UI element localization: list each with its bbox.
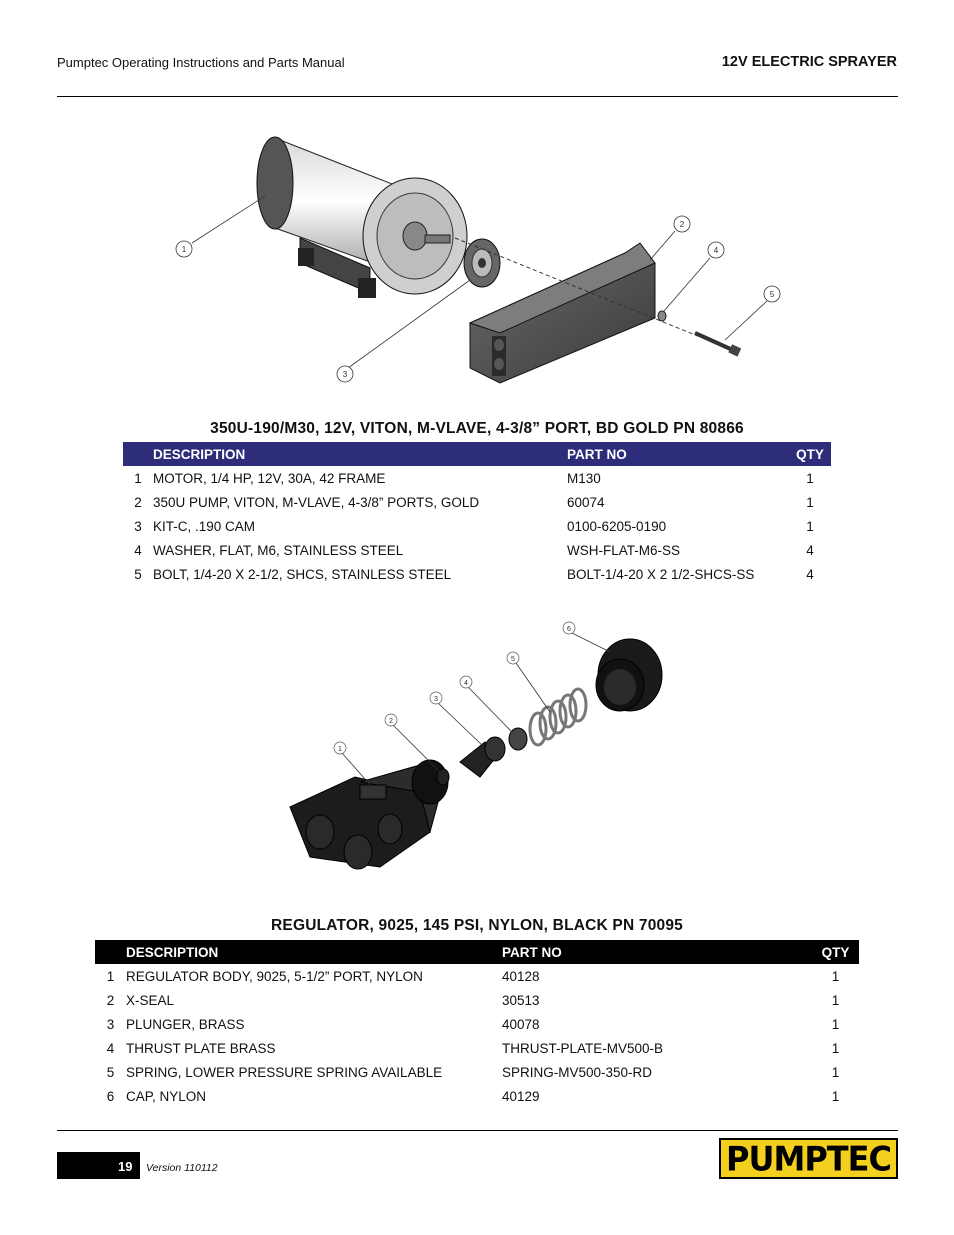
- row-qty: 1: [806, 494, 814, 510]
- callout-3-label: 3: [434, 696, 438, 703]
- header-part-no: PART NO: [567, 442, 789, 466]
- callout-5-label: 5: [769, 290, 775, 299]
- row-part-no: 40129: [502, 1088, 540, 1104]
- row-description: CAP, NYLON: [126, 1088, 207, 1104]
- row-qty: 1: [831, 1040, 840, 1056]
- logo-text: PUMPTEC: [726, 1138, 891, 1179]
- header-part-no: PART NO: [502, 940, 812, 964]
- table-row: [95, 988, 859, 1012]
- table-row: [123, 466, 831, 490]
- footer-divider: [57, 1130, 898, 1131]
- plunger-part: [460, 737, 505, 777]
- product-title: 12V ELECTRIC SPRAYER: [721, 54, 897, 70]
- row-description: SPRING, LOWER PRESSURE SPRING AVAILABLE: [126, 1064, 443, 1080]
- row-qty: 1: [831, 1064, 840, 1080]
- row-part-no: 60074: [567, 494, 605, 510]
- parts-table-pump: [123, 442, 831, 586]
- row-qty: 1: [831, 992, 840, 1008]
- header-qty: QTY: [812, 940, 859, 964]
- row-num: 5: [106, 1064, 115, 1080]
- table-row: [123, 538, 831, 562]
- table2-title: REGULATOR, 9025, 145 PSI, NYLON, BLACK PN 70095: [271, 917, 683, 934]
- row-part-no: M130: [567, 470, 601, 486]
- table-header-row: [123, 442, 831, 466]
- row-part-no: 40078: [502, 1016, 540, 1032]
- header-description: DESCRIPTION: [153, 442, 567, 466]
- callout-2-label: 2: [389, 718, 393, 725]
- table-row: [95, 1060, 859, 1084]
- table-row: [95, 1036, 859, 1060]
- row-description: MOTOR, 1/4 HP, 12V, 30A, 42 FRAME: [153, 470, 386, 486]
- parts-table-regulator: [95, 940, 859, 1108]
- table1-title: 350U-190/M30, 12V, VITON, M-VLAVE, 4-3/8” PORT, BD GOLD PN 80866: [210, 420, 744, 437]
- regulator-exploded-diagram: [280, 617, 675, 889]
- row-part-no: THRUST-PLATE-MV500-B: [502, 1040, 664, 1056]
- table-row: [123, 490, 831, 514]
- row-num: 2: [106, 992, 115, 1008]
- callout-5-label: 5: [511, 656, 515, 663]
- row-qty: 4: [806, 566, 814, 582]
- row-qty: 1: [806, 470, 814, 486]
- row-part-no: SPRING-MV500-350-RD: [502, 1064, 653, 1080]
- table-row: [123, 514, 831, 538]
- row-part-no: 0100-6205-0190: [567, 518, 667, 534]
- row-num: 3: [134, 518, 142, 534]
- row-num: 1: [106, 968, 115, 984]
- row-part-no: 30513: [502, 992, 540, 1008]
- pumptec-logo: [719, 1138, 898, 1179]
- header-num: [95, 940, 126, 964]
- row-num: 1: [134, 470, 142, 486]
- cam-part: [464, 239, 500, 287]
- row-description: PLUNGER, BRASS: [126, 1016, 245, 1032]
- row-description: REGULATOR BODY, 9025, 5-1/2” PORT, NYLON: [126, 968, 423, 984]
- callout-4-label: 4: [713, 246, 719, 255]
- header-description: DESCRIPTION: [126, 940, 502, 964]
- callout-1-label: 1: [181, 245, 187, 254]
- row-qty: 1: [831, 1016, 840, 1032]
- x-seal-part: [437, 769, 449, 785]
- table-row: [123, 562, 831, 586]
- row-description: KIT-C, .190 CAM: [153, 518, 256, 534]
- row-part-no: BOLT-1/4-20 X 2 1/2-SHCS-SS: [567, 566, 755, 582]
- row-num: 3: [106, 1016, 115, 1032]
- pump-motor-exploded-diagram: [170, 118, 790, 390]
- motor-part: [257, 137, 467, 298]
- washer-part: [658, 311, 666, 321]
- table-row: [95, 1084, 859, 1108]
- table-row: [95, 1012, 859, 1036]
- spring-part: [530, 689, 586, 745]
- header-qty: QTY: [789, 442, 831, 466]
- table-header-row: [95, 940, 859, 964]
- callout-6-label: 6: [567, 626, 571, 633]
- row-part-no: WSH-FLAT-M6-SS: [567, 542, 681, 558]
- header-num: [123, 442, 153, 466]
- row-num: 2: [134, 494, 142, 510]
- row-qty: 1: [831, 968, 840, 984]
- callout-2-label: 2: [679, 220, 685, 229]
- version-label: Version 110112: [146, 1162, 218, 1174]
- manual-title: Pumptec Operating Instructions and Parts Manual: [57, 55, 345, 70]
- row-qty: 1: [806, 518, 814, 534]
- bolt-part: [695, 333, 741, 357]
- callout-3-label: 3: [342, 370, 348, 379]
- row-description: X-SEAL: [126, 992, 175, 1008]
- row-num: 5: [134, 566, 142, 582]
- regulator-body-part: [290, 760, 448, 869]
- row-num: 6: [106, 1088, 115, 1104]
- header-divider: [57, 96, 898, 97]
- row-description: 350U PUMP, VITON, M-VLAVE, 4-3/8” PORTS, GOLD: [153, 494, 480, 510]
- row-description: WASHER, FLAT, M6, STAINLESS STEEL: [153, 542, 404, 558]
- table-row: [95, 964, 859, 988]
- page-number: 19: [118, 1159, 133, 1174]
- row-description: THRUST PLATE BRASS: [126, 1040, 276, 1056]
- callout-1-label: 1: [338, 746, 342, 753]
- row-num: 4: [106, 1040, 115, 1056]
- row-description: BOLT, 1/4-20 X 2-1/2, SHCS, STAINLESS STEEL: [153, 566, 452, 582]
- row-qty: 1: [831, 1088, 840, 1104]
- row-part-no: 40128: [502, 968, 540, 984]
- callout-4-label: 4: [464, 680, 468, 687]
- row-qty: 4: [806, 542, 814, 558]
- row-num: 4: [134, 542, 142, 558]
